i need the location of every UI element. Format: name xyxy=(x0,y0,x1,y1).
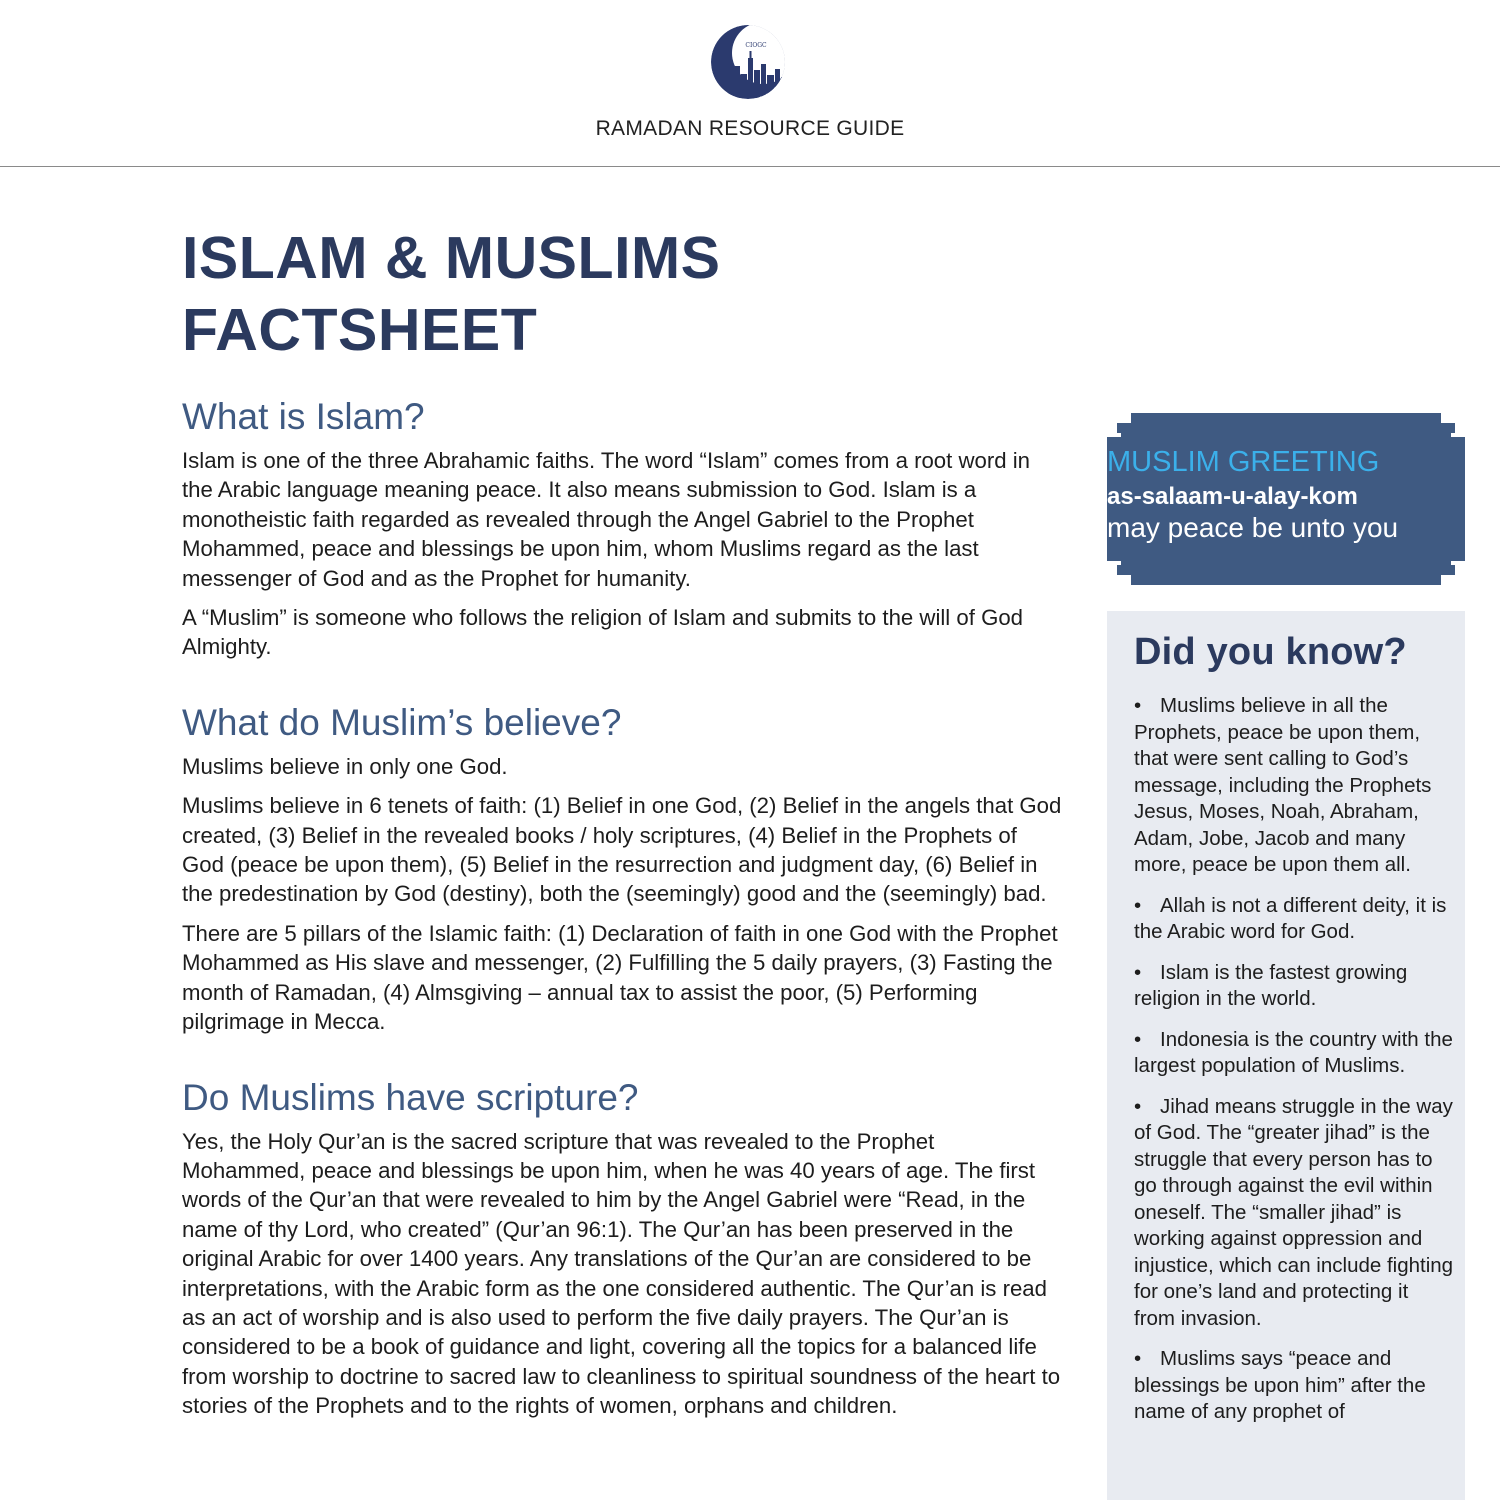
list-item-text: Islam is the fastest growing religion in the world. xyxy=(1134,960,1408,1010)
paragraph: Muslims believe in only one God. xyxy=(182,753,508,779)
bullet-icon: • xyxy=(1134,960,1142,984)
bullet-icon: • xyxy=(1134,1347,1142,1370)
list-item-text: Muslims says “peace and blessings be upon him” after the name of any prophet of xyxy=(1134,1347,1426,1423)
section-heading-beliefs: What do Muslim’s believe? xyxy=(182,701,622,743)
list-item xyxy=(1134,960,1454,1013)
muslim-greeting-box xyxy=(1107,413,1465,585)
bullet-icon: • xyxy=(1134,694,1142,717)
page-title-line2: FACTSHEET xyxy=(182,297,538,363)
list-item-text: Jihad means struggle in the way of God. The “greater jihad” is the struggle that every person has to go through against the evil within oneself. The “smaller jihad” is working against oppression and injustice, which can include fighting for one’s land and protecting it from invasion. xyxy=(1134,1094,1454,1330)
greeting-meaning: may peace be unto you xyxy=(1107,512,1399,543)
page-header xyxy=(0,0,1500,167)
list-item-text: Allah is not a different deity, it is the Arabic word for God. xyxy=(1134,893,1447,943)
bullet-icon: • xyxy=(1134,1027,1142,1051)
greeting-transliteration: as-salaam-u-alay-kom xyxy=(1107,483,1358,510)
header-title: RAMADAN RESOURCE GUIDE xyxy=(595,117,905,140)
list-item xyxy=(1134,1094,1454,1333)
paragraph: Muslims believe in 6 tenets of faith: (1) Belief in one God, (2) Belief in the angels that God created, (3) Belief in the revealed books / holy scriptures, (4) Belief in the Prophets of God (peace be upon them), (5) Belief in the resurrection and judgment day, (6) Belief in the predestination by God (destiny), both the (seemingly) good and the (seemingly) bad. xyxy=(182,793,1062,907)
bullet-icon: • xyxy=(1134,1094,1142,1118)
page-title xyxy=(182,222,720,366)
list-item-text: Indonesia is the country with the largest population of Muslims. xyxy=(1134,1027,1453,1077)
section-heading-scripture: Do Muslims have scripture? xyxy=(182,1076,639,1118)
list-item xyxy=(1134,1346,1454,1426)
list-item xyxy=(1134,1027,1454,1080)
page-title-line1: ISLAM & MUSLIMS xyxy=(182,225,721,291)
list-item-text: Muslims believe in all the Prophets, peace be upon them, that were sent calling to God’s message, including the Prophets Jesus, Moses, Noah, Abraham, Adam, Jobe, Jacob and many more, peace be upon them all. xyxy=(1134,694,1432,876)
paragraph: Islam is one of the three Abrahamic faiths. The word “Islam” comes from a root word in the Arabic language meaning peace. It also means submission to God. Islam is a monotheistic faith regarded as revealed through the Angel Gabriel to the Prophet Mohammed, peace and blessings be upon him, whom Muslims regard as the last messenger of God and as the Prophet for humanity. xyxy=(182,448,1030,591)
did-you-know-title: Did you know? xyxy=(1134,631,1407,673)
logo-text: CIOGC xyxy=(745,42,767,49)
greeting-title: MUSLIM GREETING xyxy=(1107,446,1380,478)
bullet-icon: • xyxy=(1134,893,1142,917)
list-item xyxy=(1134,893,1454,946)
did-you-know-list xyxy=(1134,693,1454,1440)
paragraph: A “Muslim” is someone who follows the religion of Islam and submits to the will of God Almighty. xyxy=(182,605,1024,660)
main-content xyxy=(182,394,1062,1431)
section-heading-what-is-islam: What is Islam? xyxy=(182,396,425,437)
paragraph: There are 5 pillars of the Islamic faith: (1) Declaration of faith in one God with the Prophet Mohammed as His slave and messenger, (2) Fulfilling the 5 daily prayers, (3) Fasting the month of Ramadan, (4) Almsgiving – annual tax to assist the poor, (5) Performing pilgrimage in Mecca. xyxy=(182,920,1058,1035)
list-item xyxy=(1134,693,1454,879)
paragraph: Yes, the Holy Qur’an is the sacred scripture that was revealed to the Prophet Mohammed, peace and blessings be upon him, when he was 40 years of age. The first words of the Qur’an that were revealed to him by the Angel Gabriel were “Read, in the name of thy Lord, who created” (Qur’an 96:1). The Qur’an has been preserved in the original Arabic for over 1400 years. Any translations of the Qur’an are considered to be interpretations, with the Arabic form as the one considered authentic. The Qur’an is read as an act of worship and is also used to perform the five daily prayers. The Qur’an is considered to be a book of guidance and light, covering all the topics for a balanced life from worship to doctrine to sacred law to cleanliness to spiritual soundness of the heart to stories of the Prophets and to the rights of women, orphans and children. xyxy=(182,1128,1061,1419)
ciogc-logo xyxy=(710,20,790,104)
did-you-know-panel xyxy=(1107,611,1465,1500)
